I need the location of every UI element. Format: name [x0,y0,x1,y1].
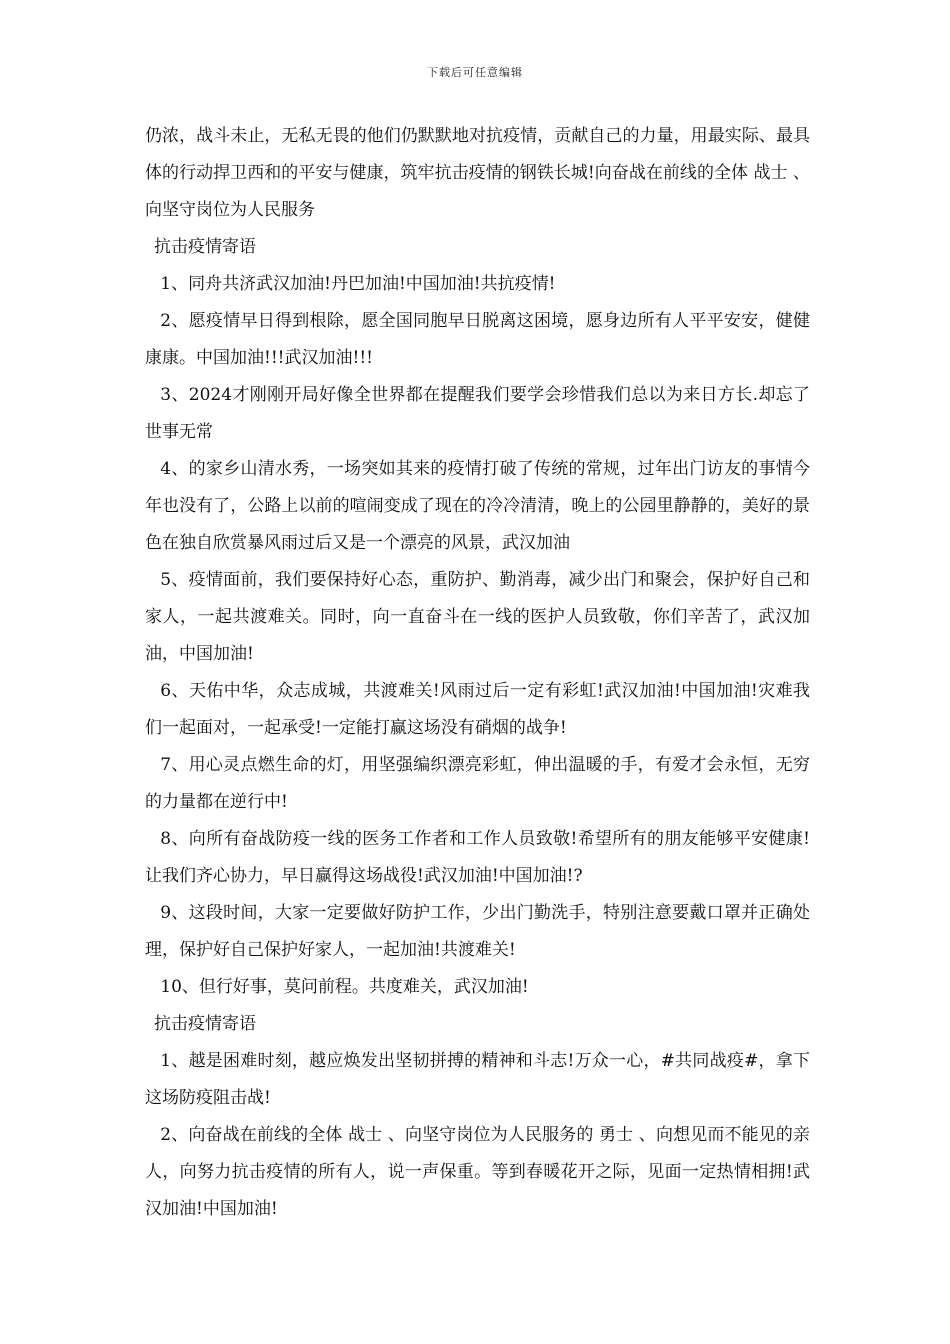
list-item: 4、的家乡山清水秀，一场突如其来的疫情打破了传统的常规，过年出门访友的事情今年也没有了，公路上以前的喧闹变成了现在的冷冷清清，晚上的公园里静静的，美好的景色在独自欣赏暴风雨过后又是一个漂亮的风景，武汉加油 [145,459,810,553]
list-item: 8、向所有奋战防疫一线的医务工作者和工作人员致敬!希望所有的朋友能够平安健康!让我们齐心协力，早日赢得这场战役!武汉加油!中国加油!? [145,829,810,886]
section-heading: 抗击疫情寄语 [154,237,256,257]
list-item: 9、这段时间，大家一定要做好防护工作，少出门勤洗手，特别注意要戴口罩并正确处理，保护好自己保护好家人，一起加油!共渡难关! [145,903,810,960]
list-item: 6、天佑中华，众志成城，共渡难关!风雨过后一定有彩虹!武汉加油!中国加油!灾难我们一起面对，一起承受!一定能打赢这场没有硝烟的战争! [145,681,810,738]
list-item: 10、但行好事，莫问前程。共度难关，武汉加油! [160,977,529,997]
page-header: 下载后可任意编辑 [427,66,523,79]
list-item: 5、疫情面前，我们要保持好心态，重防护、勤消毒，减少出门和聚会，保护好自己和家人，一起共渡难关。同时，向一直奋斗在一线的医护人员致敬，你们辛苦了，武汉加油，中国加油! [145,570,810,664]
list-item: 1、同舟共济武汉加油!丹巴加油!中国加油!共抗疫情! [160,274,556,294]
list-item: 7、用心灵点燃生命的灯，用坚强编织漂亮彩虹，伸出温暖的手，有爱才会永恒，无穷的力量都在逆行中! [145,755,810,812]
list-item: 2、向奋战在前线的全体 战士 、向坚守岗位为人民服务的 勇士 、向想见而不能见的亲人，向努力抗击疫情的所有人，说一声保重。等到春暖花开之际，见面一定热情相拥!武汉加油!中国加油! [145,1125,810,1219]
list-item: 2、愿疫情早日得到根除，愿全国同胞早日脱离这困境，愿身边所有人平平安安，健健康康。中国加油!!!武汉加油!!! [145,311,810,368]
list-item: 3、2024才刚刚开局好像全世界都在提醒我们要学会珍惜我们总以为来日方长.却忘了世事无常 [145,385,810,442]
list-item: 1、越是困难时刻，越应焕发出坚韧拼搏的精神和斗志!万众一心，#共同战疫#，拿下这场防疫阻击战! [145,1051,810,1108]
document-body [145,118,810,1228]
section-heading: 抗击疫情寄语 [154,1014,256,1034]
intro-paragraph: 仍浓，战斗未止，无私无畏的他们仍默默地对抗疫情，贡献自己的力量，用最实际、最具体的行动捍卫西和的平安与健康，筑牢抗击疫情的钢铁长城!向奋战在前线的全体 战士 、向坚守岗位为人民服务 [145,126,810,220]
